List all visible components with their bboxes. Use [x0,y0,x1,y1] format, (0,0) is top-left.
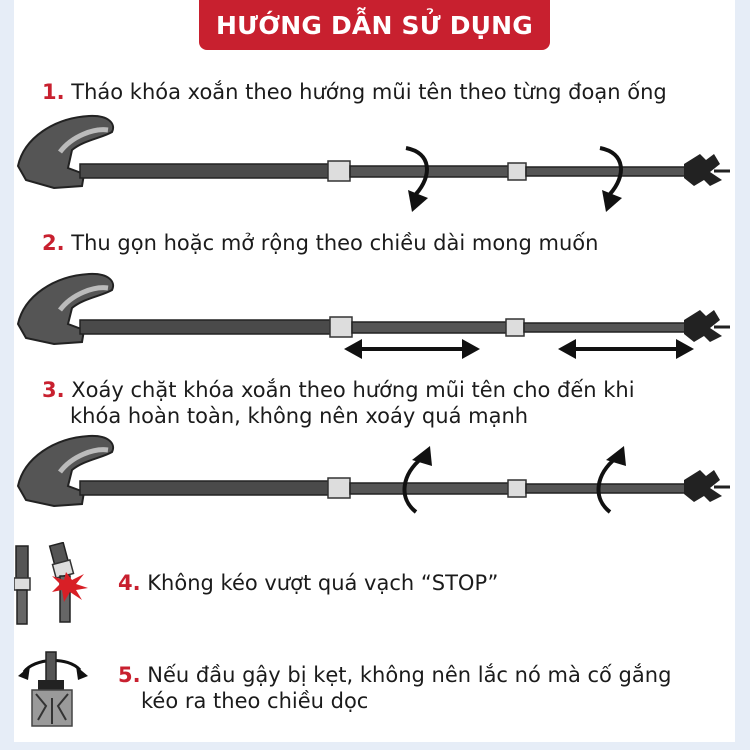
basket-tip-icon [38,680,64,690]
pole-section-top [80,320,332,334]
step-1-number: 1. [42,80,65,104]
pole-section-bottom [526,167,696,176]
twist-lock-icon [328,478,350,498]
page-title-text: HƯỚNG DẪN SỬ DỤNG [215,10,533,40]
step-4-text: Không kéo vượt quá vạch “STOP” [147,571,499,595]
pole-section-top [80,481,330,495]
pole-section-icon [46,652,56,682]
step-2-text: Thu gọn hoặc mở rộng theo chiều dài mong muốn [71,231,599,255]
pole-section-bottom [526,484,696,493]
pole-section-middle [350,166,510,177]
pole-illustration-3 [14,428,735,526]
pole-section-middle [352,322,508,333]
step-5 [118,662,671,714]
page-title [199,0,550,50]
twist-lock-icon [330,317,352,337]
step-2 [42,230,598,256]
pole-illustration-2 [14,262,735,370]
pole-section-bottom [524,323,696,332]
twist-lock-icon [14,578,30,590]
step-3-text: Xoáy chặt khóa xoắn theo hướng mũi tên cho đến khi [71,378,635,402]
stop-mark-illustration [14,542,94,626]
step-1 [42,79,667,105]
pole-section-top [80,164,330,178]
pole-section-middle [350,483,510,494]
pole-illustration-1 [14,108,735,220]
twist-lock-icon [508,163,526,180]
step-4-number: 4. [118,571,141,595]
twist-lock-icon [508,480,526,497]
step-1-text: Tháo khóa xoắn theo hướng mũi tên theo từng đoạn ống [71,80,667,104]
step-3-text-line2: khóa hoàn toàn, không nên xoáy quá mạnh [70,404,529,428]
step-3-number: 3. [42,378,65,402]
double-arrow-icon [558,339,694,359]
step-5-text: Nếu đầu gậy bị kẹt, không nên lắc nó mà cố gắng [147,663,672,687]
step-5-number: 5. [118,663,141,687]
pole-section-icon [16,546,28,580]
twist-lock-icon [506,319,524,336]
step-3 [42,377,635,429]
twist-lock-icon [328,161,350,181]
double-arrow-icon [344,339,480,359]
step-4 [118,570,498,596]
stuck-tip-illustration [16,650,98,730]
step-5-text-line2: kéo ra theo chiều dọc [141,689,369,713]
step-2-number: 2. [42,231,65,255]
